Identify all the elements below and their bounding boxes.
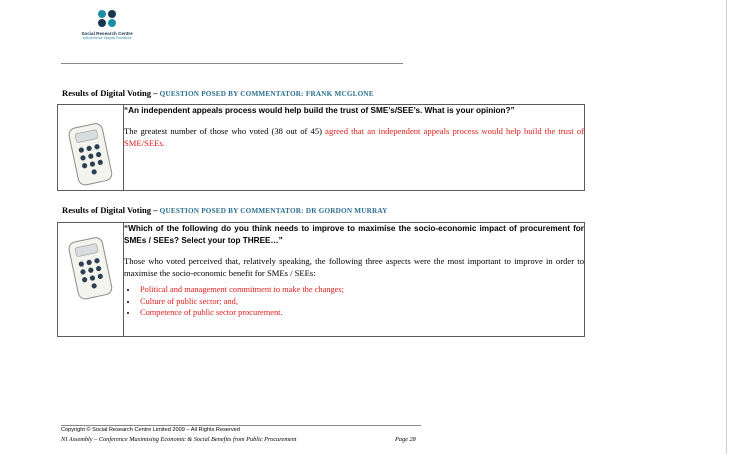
list-item: • Competence of public sector procurement. [138, 307, 584, 319]
section-prefix: Results of Digital Voting – [62, 88, 158, 98]
commentator-name: FRANK MCGLONE [305, 90, 374, 98]
document-title: NI Assembly – Conference Maximising Economic & Social Benefits from Public Procurement [61, 436, 297, 443]
section-title-2 [62, 205, 388, 215]
commentator-name: DR GORDON MURRAY [305, 207, 388, 215]
result-text-cell [124, 105, 585, 191]
voting-keypad-icon [62, 119, 122, 189]
footer-rule [61, 425, 421, 426]
answer-plain: The greatest number of those who voted (38 out of 45) [124, 126, 326, 136]
logo-name: Social Research Centre [81, 31, 133, 36]
aspect-list [124, 284, 584, 319]
voting-image-cell [58, 223, 124, 337]
section-label: QUESTION POSED BY COMMENTATOR: [159, 90, 304, 98]
result-text-cell [124, 223, 585, 337]
answer-text [124, 125, 584, 149]
logo-icon [94, 8, 120, 30]
question-text: “An independent appeals process would help build the trust of SME’s/SEE’s. What is your opinion?” [124, 106, 515, 115]
answer-text: Those who voted perceived that, relatively speaking, the following three aspects were the most important to improve in order to maximise the socio-economic benefit for SMEs / SEEs: [124, 256, 584, 278]
company-logo [78, 8, 136, 48]
section-label: QUESTION POSED BY COMMENTATOR: [159, 207, 304, 215]
voting-image-cell [58, 105, 124, 191]
copyright-text: Copyright © Social Research Centre Limited 2009 – All Rights Reserved [61, 427, 240, 433]
question-text: “Which of the following do you think needs to improve to maximise the socio-economic impact of procurement for SMEs / SEEs? Select your top THREE…” [124, 224, 584, 245]
section-title-1 [62, 88, 374, 98]
header-rule [61, 63, 403, 64]
voting-keypad-icon [62, 233, 122, 303]
page-number: Page 28 [395, 436, 416, 443]
answer-highlight: agreed that an independent appeals process would help build the trust of SME/SEEs. [124, 126, 584, 148]
result-box-1 [57, 104, 585, 191]
list-item: • Culture of public sector; and, [138, 296, 584, 308]
logo-tagline: Independence Integrity Excellence [82, 36, 132, 40]
result-box-2 [57, 222, 585, 337]
list-item: • Political and management commitment to make the changes; [138, 284, 584, 296]
section-prefix: Results of Digital Voting – [62, 205, 158, 215]
page-edge [726, 0, 727, 454]
